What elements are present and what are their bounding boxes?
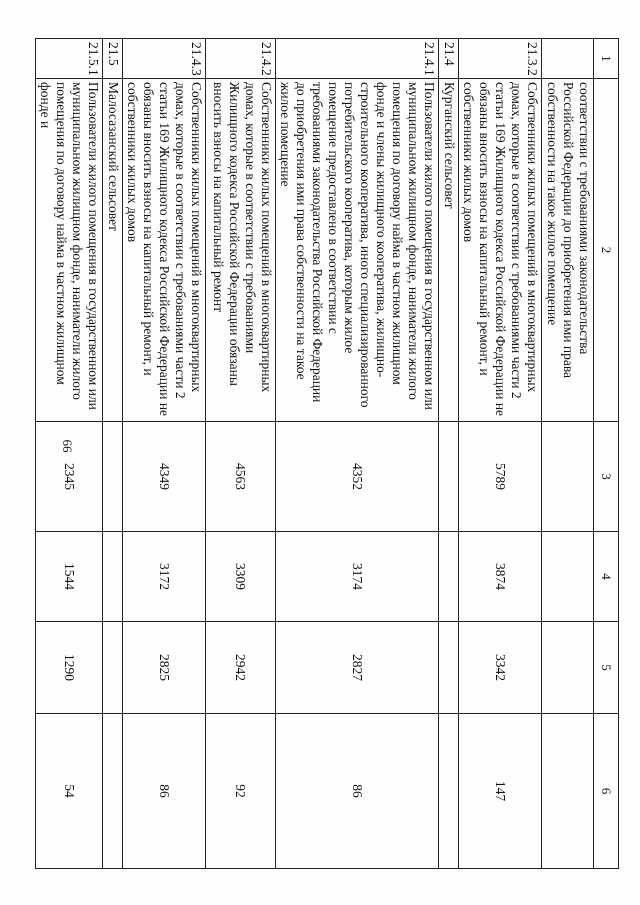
row-value-col5: 2942 [206,622,276,714]
row-value-col4: 1544 [36,532,103,622]
row-code: 21.5 [103,39,123,79]
row-value-col6: 147 [459,714,542,869]
row-value-col3 [542,422,594,532]
header-cell-6: 6 [594,714,619,869]
row-description: Пользователи жилого помещения в государственном или муниципальном жилищном фонде, наниматели жилого помещения по договору найма в частном жилищном фонде и [36,79,103,422]
row-value-col4 [439,532,459,622]
row-value-col6: 86 [123,714,206,869]
row-value-col4: 3174 [276,532,439,622]
row-value-col5: 1290 [36,622,103,714]
row-value-col4 [103,532,123,622]
row-value-col4: 3309 [206,532,276,622]
row-value-col3: 4563 [206,422,276,532]
row-code: 21.4.2 [206,39,276,79]
row-value-col5: 3342 [459,622,542,714]
table-row [542,39,594,869]
table-row [103,39,123,869]
row-description: Малосазанский сельсовет [103,79,123,422]
table-row [276,39,439,869]
row-value-col5: 2827 [276,622,439,714]
table-row [459,39,542,869]
row-description: Собственники жилых помещений в многоквартирных домах, которые в соответствии с требованиями части 2 статьи 169 Жилищного кодекса Российской Федерации не обязаны вносить взносы на капитальный ремонт, и собственники жилых домов [459,79,542,422]
row-code: 21.4 [439,39,459,79]
header-cell-1: 1 [594,39,619,79]
row-value-col6: 54 [36,714,103,869]
row-value-col6: 86 [276,714,439,869]
table-header-row [594,39,619,869]
row-value-col3: 4352 [276,422,439,532]
row-value-col4 [542,532,594,622]
row-value-col3: 5789 [459,422,542,532]
header-cell-2: 2 [594,79,619,422]
row-value-col5 [542,622,594,714]
row-description: Курганский сельсовет [439,79,459,422]
row-value-col3 [439,422,459,532]
row-description: Пользователи жилого помещения в государственном или муниципальном жилищном фонде, наниматели жилого помещения по договору найма в частном жилищном фонде и члены жилищного кооператива, жилищно-строительного кооператива, иного специализированного потребительского кооператива, которым жилое помещение предоставлено в соответствии с требованиями законодательства Российской Федерации до приобретения ими права собственности на такое жилое помещение [276,79,439,422]
row-description: соответствии с требованиями законодательства Российской Федерации до приобретения ими права собственности на такое жилое помещение [542,79,594,422]
row-value-col5 [439,622,459,714]
row-code: 21.4.3 [123,39,206,79]
row-value-col6 [542,714,594,869]
table-row [206,39,276,869]
row-value-col5: 2825 [123,622,206,714]
header-cell-4: 4 [594,532,619,622]
row-value-col4: 3172 [123,532,206,622]
row-value-col3: 4349 [123,422,206,532]
row-value-col5 [103,622,123,714]
row-code [542,39,594,79]
table-row [439,39,459,869]
row-value-col6 [439,714,459,869]
header-cell-3: 3 [594,422,619,532]
row-value-col4: 3874 [459,532,542,622]
row-description: Собственники жилых помещений в многоквартирных домах, которые в соответствии с требованиями части 2 статьи 169 Жилищного кодекса Российской Федерации не обязаны вносить взносы на капитальный ремонт, и собственники жилых домов [123,79,206,422]
row-code: 21.4.1 [276,39,439,79]
data-table [35,38,619,869]
row-value-col6 [103,714,123,869]
row-value-col3: 2345 [36,422,103,532]
row-code: 21.3.2 [459,39,542,79]
row-value-col3 [103,422,123,532]
header-cell-5: 5 [594,622,619,714]
page-number: 66 [60,439,75,453]
row-description: Собственники жилых помещений в многоквартирных домах, которые в соответствии с требованиями Жилищного кодекса Российской Федерации обязаны вносить взносы на капитальный ремонт [206,79,276,422]
row-value-col6: 92 [206,714,276,869]
table-row [36,39,103,869]
row-code: 21.5.1 [36,39,103,79]
table-row [123,39,206,869]
